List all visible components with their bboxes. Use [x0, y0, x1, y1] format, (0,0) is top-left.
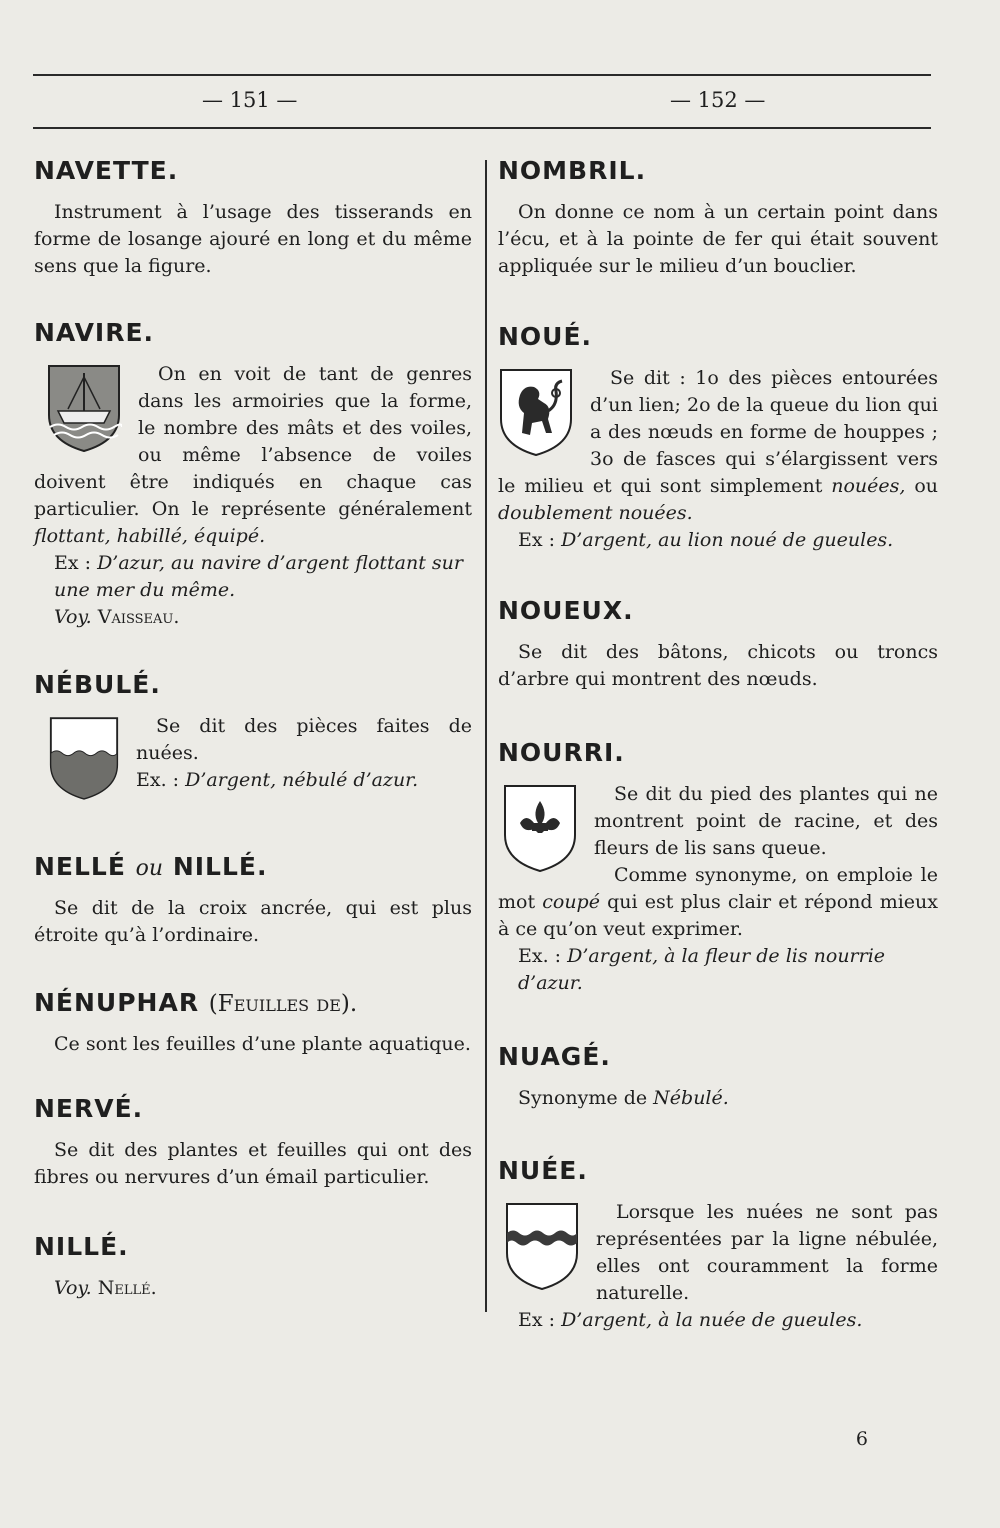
entry-nerve	[34, 1094, 472, 1191]
ship-shield-icon	[46, 363, 122, 453]
entry-text-italic: doublement nouées.	[498, 502, 693, 524]
entry-text: Se dit du pied des plantes qui ne montrent point de racine, et des fleurs de lis sans queue.	[594, 783, 938, 859]
entry-title: NUÉE.	[498, 1156, 588, 1185]
entry-title: NOMBRIL.	[498, 156, 647, 185]
example-label: Ex :	[518, 1309, 556, 1331]
entry-text: Synonyme de	[518, 1087, 648, 1109]
title-or: ou	[135, 856, 164, 881]
entry-text-italic: Nébulé.	[653, 1087, 729, 1109]
entry-noueux	[498, 596, 938, 693]
entry-text: Se dit : 1o des pièces entourées d’un lien; 2o de la queue du lion qui a des nœuds en forme de houppes ; 3o de fasces qui s’élargissent vers le milieu et qui sont simplement	[498, 367, 938, 497]
entry-nebule	[34, 670, 472, 805]
title-main: NÉNUPHAR	[34, 988, 200, 1017]
header-rule	[33, 127, 931, 129]
cloud-shield-icon	[504, 1201, 580, 1291]
example-text: D’azur, au navire d’argent flottant sur une mer du même.	[54, 552, 463, 601]
entry-title: NUAGÉ.	[498, 1042, 611, 1071]
entry-text: Se dit de la croix ancrée, qui est plus étroite qu’à l’ordinaire.	[34, 897, 472, 946]
see-reference: Nellé.	[97, 1277, 157, 1299]
fleur-de-lis-shield-icon	[502, 783, 578, 873]
entry-nille	[34, 1232, 472, 1302]
entry-text: On donne ce nom à un certain point dans l’écu, et à la pointe de fer qui était souvent appliquée sur le milieu d’un bouclier.	[498, 201, 938, 277]
entry-title: NOUÉ.	[498, 322, 593, 351]
entry-text: Ce sont les feuilles d’une plante aquatique.	[54, 1033, 471, 1055]
entry-nelle	[34, 852, 472, 949]
entry-text-italic: flottant, habillé, équipé.	[34, 525, 266, 547]
entry-title: NAVETTE.	[34, 156, 179, 185]
example-text: D’argent, à la nuée de gueules.	[561, 1309, 863, 1331]
top-rule	[33, 74, 931, 76]
entry-text: Se dit des bâtons, chicots ou troncs d’arbre qui montrent des nœuds.	[498, 641, 938, 690]
entry-text: Lorsque les nuées ne sont pas représentées par la ligne nébulée, elles ont couramment la forme naturelle.	[596, 1201, 938, 1304]
left-page-number: — 151 —	[202, 88, 298, 112]
entry-text: qui est plus clair et répond mieux à ce qu’on veut exprimer.	[498, 891, 938, 940]
entry-title: NERVÉ.	[34, 1094, 144, 1123]
entry-title	[34, 852, 472, 881]
entry-text: Instrument à l’usage des tisserands en forme de losange ajouré en long et du même sens que la figure.	[34, 201, 472, 277]
entry-text: On en voit de tant de genres dans les armoiries que la forme, le nombre des mâts et des voiles, ou même l’absence de voiles doivent être indiqués en chaque cas particulier. On le représente généralement	[34, 363, 472, 520]
page-signature: 6	[855, 1428, 868, 1450]
example-text: D’argent, nébulé d’azur.	[185, 769, 419, 791]
entry-nuage	[498, 1042, 938, 1112]
entry-title: NOURRI.	[498, 738, 625, 767]
example-text: D’argent, au lion noué de gueules.	[561, 529, 894, 551]
entry-title: NAVIRE.	[34, 318, 155, 347]
column-divider	[485, 160, 487, 1312]
see-label: Voy.	[54, 606, 92, 628]
entry-text-or: ou	[914, 475, 939, 497]
entry-title: NOUEUX.	[498, 596, 634, 625]
entry-title	[34, 988, 472, 1017]
nebule-shield-icon	[48, 715, 120, 801]
entry-title: NILLÉ.	[34, 1232, 129, 1261]
entry-title: NÉBULÉ.	[34, 670, 161, 699]
entry-text-italic: nouées,	[831, 475, 906, 497]
see-reference: Vaisseau.	[97, 606, 180, 628]
entry-navette	[34, 156, 472, 280]
entry-text: Se dit des pièces faites de nuées.	[136, 715, 472, 764]
example-label: Ex. :	[136, 769, 180, 791]
lion-shield-icon	[498, 367, 574, 457]
entry-nombril	[498, 156, 938, 280]
entry-text: Se dit des plantes et feuilles qui ont des fibres ou nervures d’un émail particulier.	[34, 1139, 472, 1188]
see-label: Voy.	[54, 1277, 92, 1299]
example-label: Ex. :	[518, 945, 562, 967]
title-main: NELLÉ	[34, 852, 126, 881]
example-label: Ex :	[518, 529, 556, 551]
entry-noue	[498, 322, 938, 554]
entry-nenuphar	[34, 988, 472, 1058]
title-alt: NILLÉ.	[172, 852, 268, 881]
entry-text-italic: coupé	[542, 891, 600, 913]
right-page-number: — 152 —	[670, 88, 766, 112]
entry-navire	[34, 318, 472, 631]
example-label: Ex :	[54, 552, 92, 574]
entry-text: Comme synonyme, on emploie le mot	[498, 864, 938, 913]
entry-nuee	[498, 1156, 938, 1334]
entry-nourri	[498, 738, 938, 997]
title-sub: (Feuilles de).	[208, 991, 358, 1017]
example-text: D’argent, à la fleur de lis nourrie d’azur.	[518, 945, 886, 994]
